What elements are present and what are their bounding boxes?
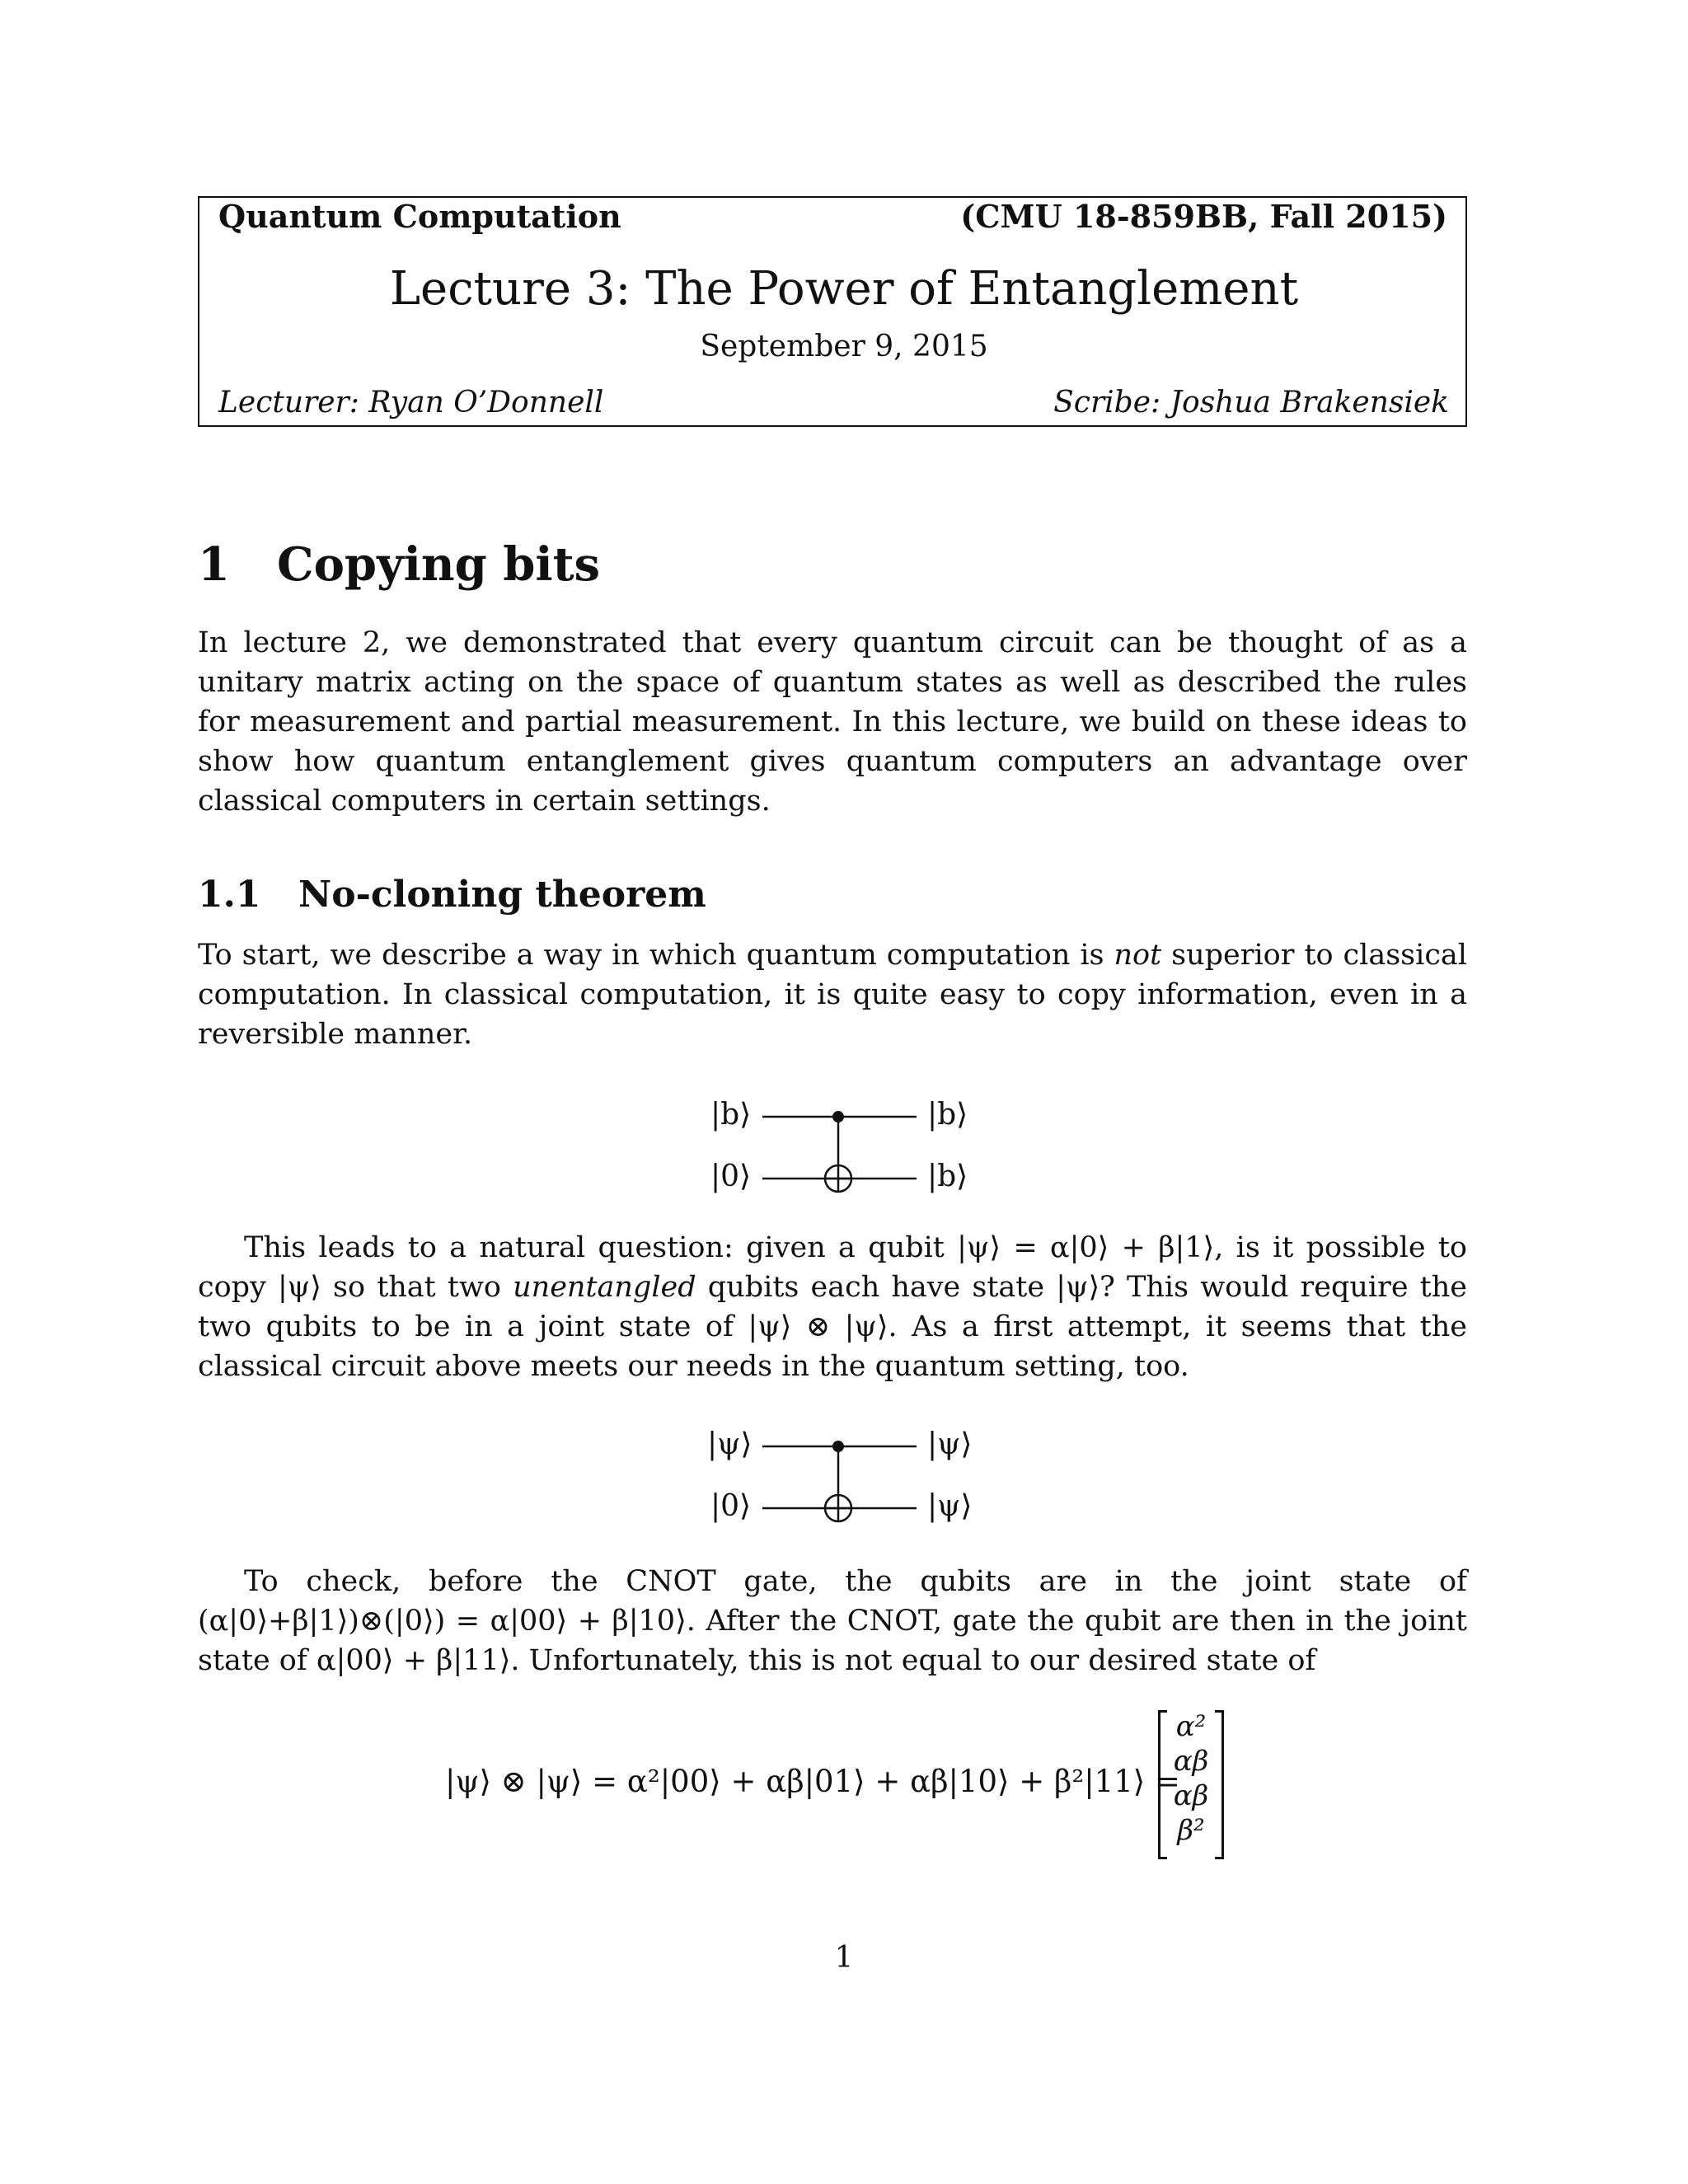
section-title: Copying bits [277,537,601,592]
text-segment: To start, we describe a way in which quantum computation is [198,939,1114,972]
output-bottom-label: |ψ⟩ [927,1489,973,1523]
course-name: Quantum Computation [218,198,621,235]
section-number: 1 [198,537,230,592]
lecture-date: September 9, 2015 [700,330,988,363]
text-segment: This leads to a natural question: given a qubit |ψ⟩ = α|0⟩ + β|1⟩, is it possible to copy |ψ⟩ so that two [198,1231,1467,1304]
circuit-diagram [0,1419,1688,1535]
paragraph-intro: In lecture 2, we demonstrated that every quantum circuit can be thought of as a unitary matrix acting on the space of quantum states as well as described the rules for measurement and partial measurement. In this lecture, we build on these ideas to show how quantum entanglement gives quantum computers an advantage over classical computers in certain settings. [198,626,1467,818]
matrix-entry: β² [1177,1814,1205,1847]
matrix-entry: αβ [1173,1779,1209,1812]
output-top-label: |b⟩ [927,1098,968,1132]
lecture-title: Lecture 3: The Power of Entanglement [389,262,1299,316]
matrix-entry: α² [1175,1710,1207,1743]
subsection-number: 1.1 [198,874,261,916]
course-code: (CMU 18-859BB, Fall 2015) [960,198,1447,235]
matrix-entry: αβ [1173,1745,1209,1778]
emphasis-not: not [1114,939,1162,972]
text-segment: qubits each have state |ψ⟩? This would require the two qubits to be in a joint state of |ψ⟩ ⊗ |ψ⟩. As a first attempt, it seems that the classical circuit above meets our needs in the quantum setting, too. [198,1271,1467,1383]
circuit-diagram [0,1088,1688,1203]
emphasis-unentangled: unentangled [513,1271,696,1304]
paragraph-check: To check, before the CNOT gate, the qubits are in the joint state of (α|0⟩+β|1⟩)⊗(|0⟩) = α|00⟩ + β|10⟩. After the CNOT, gate the qubit are then in the joint state of α|00⟩ + β|11⟩. Unfortunately, this is not equal to our desired state of [198,1565,1467,1677]
control-dot [832,1111,844,1122]
control-dot [832,1441,844,1452]
paragraph-question [198,1228,1467,1386]
input-bottom-label: |0⟩ [710,1489,752,1523]
input-top-label: |b⟩ [710,1098,752,1132]
input-bottom-label: |0⟩ [710,1160,752,1193]
paragraph-classical-copy [198,935,1467,1054]
scribe: Scribe: Joshua Brakensiek [1053,386,1449,419]
display-equation: |ψ⟩ ⊗ |ψ⟩ = α²|00⟩ + αβ|01⟩ + αβ|10⟩ + β²|11⟩ = [445,1764,1180,1799]
classical-copy-circuit [0,1088,1688,1203]
column-vector [1158,1710,1224,1854]
page-number: 1 [834,1941,854,1975]
text-segment: superior to classical computation. In classical computation, it is quite easy to copy information, even in a reversible manner. [198,939,1467,1051]
input-top-label: |ψ⟩ [707,1427,753,1461]
section-heading [198,537,600,592]
subsection-title: No-cloning theorem [298,874,706,916]
quantum-copy-circuit [0,1419,1688,1535]
output-bottom-label: |b⟩ [927,1160,968,1193]
output-top-label: |ψ⟩ [927,1427,973,1461]
subsection-heading [198,874,706,916]
lecturer: Lecturer: Ryan O’Donnell [218,386,604,419]
